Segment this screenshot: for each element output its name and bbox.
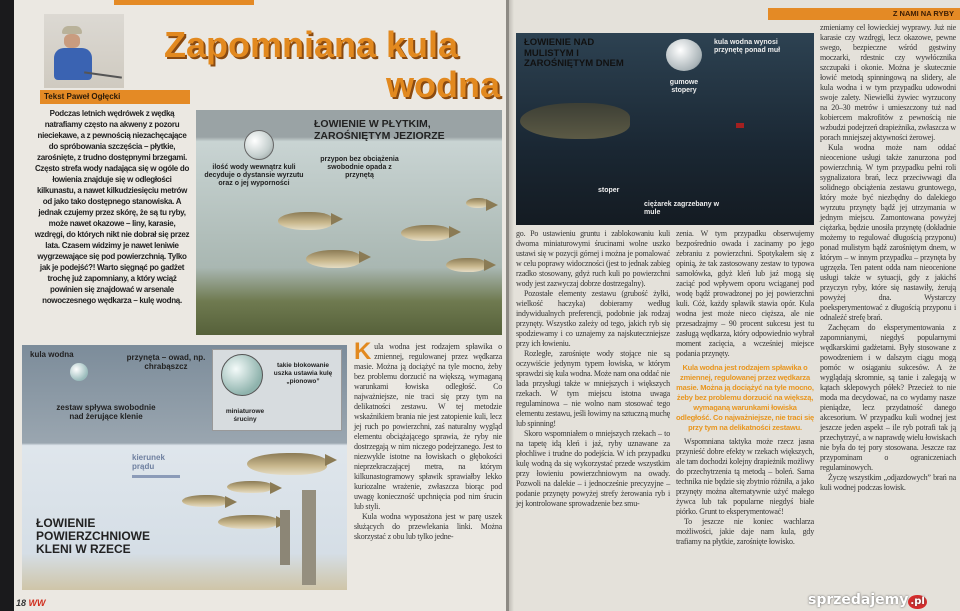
section-label: Z NAMI NA RYBY bbox=[768, 8, 960, 20]
water-ball-icon bbox=[666, 39, 702, 71]
label-blocking: takie blokowanie uszka ustawia kulę „pionowo” bbox=[273, 362, 333, 385]
article-column-4 bbox=[820, 23, 956, 493]
current-arrow-icon bbox=[132, 475, 180, 478]
water-ball-icon bbox=[70, 363, 88, 381]
label-stoper: stoper bbox=[598, 187, 620, 194]
article-column-2 bbox=[516, 229, 670, 509]
paragraph: Kula wodna wyposażona jest w parę uszek służących do przewlekania linki. Można skorzystać z obu lub tylko jedne- bbox=[354, 512, 502, 541]
watermark-text: sprzedajemy bbox=[808, 592, 909, 608]
page-number: 18 bbox=[16, 598, 27, 608]
water-ball-icon bbox=[244, 130, 274, 160]
label-ball-lifts-bait: kula wodna wynosi przynętę ponad muł bbox=[714, 39, 781, 54]
left-page bbox=[14, 0, 508, 611]
label-leader: przypon bez obciążenia swobodnie opada z przynętą bbox=[320, 156, 399, 179]
paragraph: zmieniamy cel łowieckiej wyprawy. Już nie karasie czy wzdręgi, lecz okazowe, pewne swego, bezpieczne wśród gęstwiny moczarki, rdestnic czy wywłócznika szczupaki i okonie. Można je skutecznie łowić metodą spinningową na slidery, ale kula wodna i w tym przypadku udowodni swoje zalety. Niewielki żywiec wyrzucony na 20–30 metrów i umieszczony tuż nad kobiercem makrofitów z pewnością nie wzbudzi podejrzeń drapieżnika, zwłaszcza w porach mniejszej aktywności żerowej. bbox=[820, 23, 956, 142]
wooden-post bbox=[302, 490, 316, 585]
paragraph: go. Po ustawieniu gruntu i zablokowaniu kuli dwoma miniaturowymi śrucinami wolne uszko ustawi się w pozycji górnej i można je pomalować w celu poprawy widoczności (jest to jednak zabieg rzadko stosowany, gdyż ruch kuli po powierzchni wody jest zazwyczaj dobrze dostrzegalny). bbox=[516, 229, 670, 288]
fish bbox=[401, 225, 451, 241]
paragraph: Wspomniana taktyka może rzecz jasna przynieść dobre efekty w rzekach większych, ale tam dochodzi kolejny drapieżnik możliwy do przechytrzenia tą metodą – boleń. Sama technika nie będzie się zbytnio różniła, a jako przynęty można alternatywnie użyć małego żywca lub tak popularne niegdyś białe piórko. Grunt to eksperymentować! bbox=[676, 437, 814, 516]
inset-detail bbox=[212, 349, 342, 431]
mud-bottom-illustration bbox=[516, 33, 814, 225]
water-ball-icon bbox=[221, 354, 263, 396]
paragraph: Rozległe, zarośnięte wody stojące nie są oczywiście jedynym typem łowiska, w którym sprawdzi się kula wodna. Może nam ona oddać nie lada przysługi także w mniejszych i większych rzekach. W tym miejscu istotna uwaga regulaminowa – nie wolno nam stosować tego elementu zestawu, jeśli łowimy na sztuczną muchę lub spinning! bbox=[516, 349, 670, 428]
fish bbox=[466, 198, 488, 208]
lake-figure-heading: ŁOWIENIE W PŁYTKIM, ZAROŚNIĘTYM JEZIORZE bbox=[314, 118, 445, 142]
fish bbox=[278, 212, 333, 230]
label-ball: kula wodna bbox=[30, 350, 74, 359]
drop-cap: K bbox=[354, 338, 372, 365]
paragraph: Skoro wspomniałem o mniejszych rzekach – to na tapetę idą kleń i jaź, ryby uznawane za płochliwe i trudne do podejścia. W ich przypadku kulę wodną da się wykorzystać przede wszystkim przy łowieniu powierzchniowym na owady. Pozwoli na dalekie – i jednocześnie precyzyjne – podanie przynęty powyżej strefy żerowania ryb i jej kontrolowane sprowadzenie bez smu- bbox=[516, 429, 670, 508]
mud-figure-heading: ŁOWIENIE NAD MULISTYM I ZAROŚNIĘTYM DNEM bbox=[524, 37, 624, 69]
carp-fish bbox=[520, 103, 630, 139]
article-title-line1: Zapomniana kula bbox=[164, 24, 459, 65]
article-column-3 bbox=[676, 229, 814, 547]
paragraph: Pozostałe elementy zestawu (grubość żyłki, wielkość haczyka) dobieramy według indywidualnych preferencji, podobnie jak rodzaj przynęty. Wszystko zależy od tego, jakich ryb się spodziewamy i co uznajemy za najskuteczniejsze przy ich łowieniu. bbox=[516, 289, 670, 348]
bait-icon bbox=[736, 123, 744, 128]
article-column-1 bbox=[354, 338, 502, 542]
fish bbox=[182, 495, 227, 507]
label-stoppers: gumowe stopery bbox=[669, 79, 699, 94]
label-weight: ciężarek zagrzebany w mule bbox=[644, 201, 720, 216]
fish bbox=[218, 515, 278, 529]
right-page bbox=[508, 0, 960, 611]
magazine-brand: WW bbox=[28, 598, 46, 608]
paragraph: Kula wodna może nam oddać nieocenione usługi także zanurzona pod powierzchnią. W tym przypadku pełni roli sygnalizatora brań, lecz przeciwwagi dla solidnego obciążenia zestawu gruntowego, który może być niezbędny do dalekiego wyrzutu przynęty bądź jej utrzymania w jednym miejscu. Zamontowana powyżej ciężarka, będzie unosiła przynętę (dokładnie możemy to regulować długością przyponu) ponad mulistym bądź zarośniętym dnem, w którym – w innym przypadku – przynęta by ugrzęzła. Ten patent odda nam nieocenione usługi także w sytuacji, gdy z jakichś przyczyn ryby, które się nastawiły, żerują powyżej dna. Wystarczy poeksperymentować z długością przyponu i odnaleźć strefę brań. bbox=[820, 143, 956, 322]
intro-paragraph: Podczas letnich wędrówek z wędką natrafiamy często na akweny z pozoru nieciekawe, a z pewnością niezachęcające do spróbowania szczęścia – płytkie, zarośnięte, z trudno dostępnymi brzegami. Często strefa wody nadająca się w ogóle do łowienia znajduje się w odległości kilkunastu, a nawet kilkudziesięciu metrów od jako tako dostępnego stanowiska. A jednak czujemy przez skórę, że są tu ryby, może nawet okazowe – liny, karasie, wzdręgi, do których nikt nie dobrał się przez lata. Czasem widzimy je nawet leniwie wygrzewające się pod powierzchnią. Tylko jak je podejść?! Warto sięgnąć po gadżet trochę już zapomniany, a który wciąż powinien się znajdować w arsenale nowoczesnego wędkarza – kulę wodną. bbox=[34, 109, 190, 305]
byline: Tekst Paweł Ogłęcki bbox=[40, 90, 190, 104]
label-current: kierunek prądu bbox=[132, 453, 165, 471]
paragraph: zenia. W tym przypadku obserwujemy bezpośrednio owada i zacinamy po jego zebraniu z powierzchni. Spotykałem się z opinią, że tak zastosowany zestaw to typowa samołówka, gdyż kleń lub jaź mogą się zaciąć pod wpływem oporu wciąganej pod wodę bądź prowadzonej po jej powierzchni kuli. Cóż, każdy spławik stawia opór. Kula wodna jest może nieco cięższa, ale nie przesadzajmy – 90 procent sukcesu jest tu zasługą wędkarza, który odpowiednio wybrał moment zacięcia, a wcześniej miejsce podania przynęty. bbox=[676, 229, 814, 358]
watermark bbox=[808, 592, 927, 609]
folio bbox=[16, 598, 46, 608]
river-illustration bbox=[22, 345, 347, 590]
fish bbox=[247, 453, 327, 475]
paragraph: ula wodna jest rodzajem spławika o zmiennej, regulowanej przez wędkarza masie. Można ją dociążyć na tyle mocno, żeby bez problemu dorzucić na większą, wymaganą warunkami łowiska odległość. Co najważniejsze, nie traci się przy tym na delikatności zestawu. W tej metodzie wskaźnikiem brania nie jest zatopienie kuli, lecz jej ruch po powierzchni, zaś naturalny wygląd elementu obciążającego sprawia, że ryby nie dostrzegają w nim niczego podejrzanego. Jest to niezwykle istotne na łowiskach o głębokości nieprzekraczającej metra, na którym kilkunastogramowy spławik sprawiałby lekko kuriozalne wrażenie, zwłaszcza biorąc pod uwagę konieczność upchnięcia pod nim śrucin lub styli. bbox=[354, 342, 502, 511]
paragraph: To jeszcze nie koniec wachlarza możliwości, jakie daje nam kula, gdy trafiamy na płytkie, zarośnięte łowisko. bbox=[676, 517, 814, 546]
wooden-post bbox=[280, 510, 290, 565]
paragraph: Zachęcam do eksperymentowania z zapomnianymi, niegdyś popularnymi wędkarskimi gadżetami. Były stosowane z powodzeniem i w dalszym ciągu mogą pomóc w osiąganiu sukcesów. A że wyglądają skromnie, są tanie i zalegają w kątach sklepowych półek? Przecież to nie moda ma decydować, na co wydamy nasze pieniądze, lecz przydatność danego akcesorium. W przypadku kuli wodnej jest jeszcze jeden aspekt – ile ryb potrafi tak ją przechytrzyć, a w naprawdę wielu łowiskach nie była do tej pory stosowana. Jeszcze raz przypominam o ograniczeniach regulaminowych. bbox=[820, 323, 956, 472]
label-drift: zestaw spływa swobodnie nad żerujące klenie bbox=[56, 403, 156, 421]
fish bbox=[446, 258, 486, 272]
article-title-line2: wodna bbox=[386, 64, 500, 105]
paragraph: Życzę wszystkim „odjazdowych” brań na kuli wodnej podczas łowisk. bbox=[820, 473, 956, 492]
lake-illustration bbox=[196, 110, 502, 335]
watermark-badge: .pl bbox=[910, 596, 925, 607]
label-water-amount: ilość wody wewnątrz kuli decyduje o dystansie wyrzutu oraz o jej wyporności bbox=[204, 164, 304, 187]
spine-shadow bbox=[506, 0, 509, 611]
author-photo bbox=[44, 14, 124, 88]
label-bait: przynęta – owad, np. chrabąszcz bbox=[126, 353, 206, 371]
fish bbox=[306, 250, 361, 268]
fish bbox=[227, 481, 272, 493]
river-figure-heading: ŁOWIENIE POWIERZCHNIOWE KLENI W RZECE bbox=[36, 516, 150, 556]
pull-quote: Kula wodna jest rodzajem spławika o zmiennej, regulowanej przez wędkarza masie. Można ją dociążyć na tyle mocno, żeby bez problemu dorzucić na większą, wymaganą warunkami łowiska odległość. Co najważniejsze, nie traci się przy tym na delikatności zestawu. bbox=[676, 363, 814, 432]
top-decor-bar bbox=[114, 0, 254, 5]
label-shot: miniaturowe śruciny bbox=[225, 408, 265, 423]
